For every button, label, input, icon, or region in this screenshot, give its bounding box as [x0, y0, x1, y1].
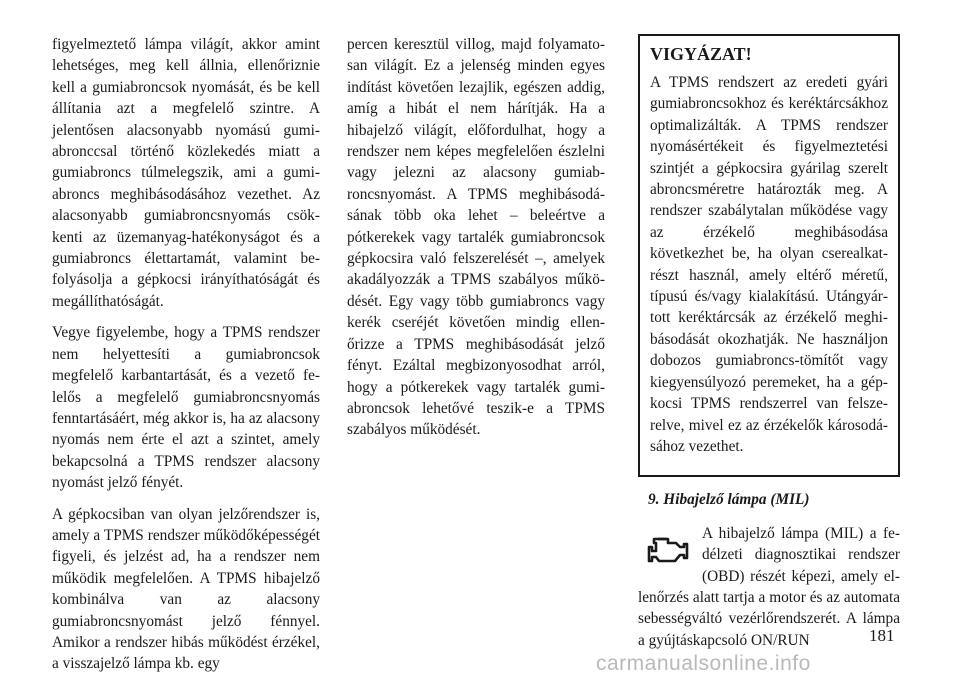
check-engine-icon — [644, 533, 690, 567]
paragraph: A gépkocsiban van olyan jelzőrendszer is, amely a TPMS rendszer működőképességét figyeli, és jelzést ad, ha a rendszer nem működik megfelelően. A TPMS hibajelző kombinálva van az alacsony gumiabroncsnyomást jelző fénnyel. Amikor a rendszer hibás működést érzékel, a visszajelző lámpa kb. egy — [52, 505, 320, 673]
mil-description — [638, 523, 900, 661]
text-column-right — [638, 34, 900, 661]
paragraph: percen keresztül villog, majd folyamatosan világít. Ez a jelenség minden egyes indítást követően lezajlik, egészen addig, amíg a hibát el nem hárítják. Ha a hibajelző világít, előfordulhat, hogy a rendszer nem képes megfelelően észlelni vagy jelezni az alacsony gumiabroncsnyomást. A TPMS meghibásodásának több oka lehet – beleértve a pótkerekek vagy tartalék gumiabroncsok gépkocsira való felszerelését –, amelyek akadályozzák a TPMS szabályos működését. Egy vagy több gumiabroncs vagy kerék cseréjét követően mindig ellenőrizze a TPMS meghibásodását jelző fényt. Ezáltal megbizonyosodhat arról, hogy a pótkerekek vagy tartalék gumiabroncsok lehetővé teszik-e a TPMS szabályos működését. — [347, 36, 605, 439]
warning-title: VIGYÁZAT! — [650, 44, 752, 64]
watermark: carmanualsonline.info — [596, 652, 811, 675]
section-heading: 9. Hibajelző lámpa (MIL) — [648, 491, 810, 509]
warning-box — [638, 34, 900, 477]
paragraph: Vegye figyelembe, hogy a TPMS rendszer nem helyettesíti a gumiabroncsok megfelelő karbantartását, és a vezető felelős a megfelelő gumiabroncsnyomás fenntartásáért, még akkor is, ha az alacsony nyomás nem érte el azt a szintet, amely bekapcsolná a TPMS rendszer alacsony nyomást jelző fényét. — [52, 324, 320, 492]
text-column-middle — [347, 34, 605, 451]
mil-text: A hibajelző lámpa (MIL) a fedélzeti diagnosztikai rendszer (OBD) részét képezi, amely ellenőrzés alatt tartja a motor és az automata sebességváltó vezérlőrendszerét. A lámpa a gyújtáskapcsoló ON/RUN — [638, 524, 900, 649]
warning-text: A TPMS rendszert az eredeti gyári gumiabroncsokhoz és keréktárcsákhoz optimalizálták. A TPMS rendszer nyomásértékeit és figyelmeztetési szintjét a gépkocsira gyárilag szerelt abroncsméretre határozták meg. A rendszer szabálytalan működése vagy az érzékelő meghibásodása következhet be, ha olyan cserealkatrészt használ, amely eltérő méretű, típusú és/vagy kialakítású. Utángyártott keréktárcsák az érzékelő meghibásodását okozhatják. Ne használjon dobozos gumiabroncs-tömítőt vagy kiegyensúlyozó peremeket, ha a gépkocsi TPMS rendszerrel van felszerelve, mivel ez az érzékelők károsodásához vezethet. — [650, 74, 888, 455]
paragraph: figyelmeztető lámpa világít, akkor amint lehetséges, meg kell állnia, ellenőriznie kell a gumiabroncsok nyomását, és be kell állítania azt a megfelelő szintre. A jelentősen alacsonyabb nyomású gumiabronccsal történő közlekedés miatt a gumiabroncs túlmelegszik, ami a gumiabroncs meghibásodásához vezethet. Az alacsonyabb gumiabroncsnyomás csökkenti az üzemanyag-hatékonyságot és a gumiabroncs élettartamát, valamint befolyásolja a gépkocsi irányíthatóságát és megállíthatóságát. — [52, 36, 320, 310]
page-number: 181 — [869, 626, 895, 645]
text-column-left — [52, 34, 320, 685]
